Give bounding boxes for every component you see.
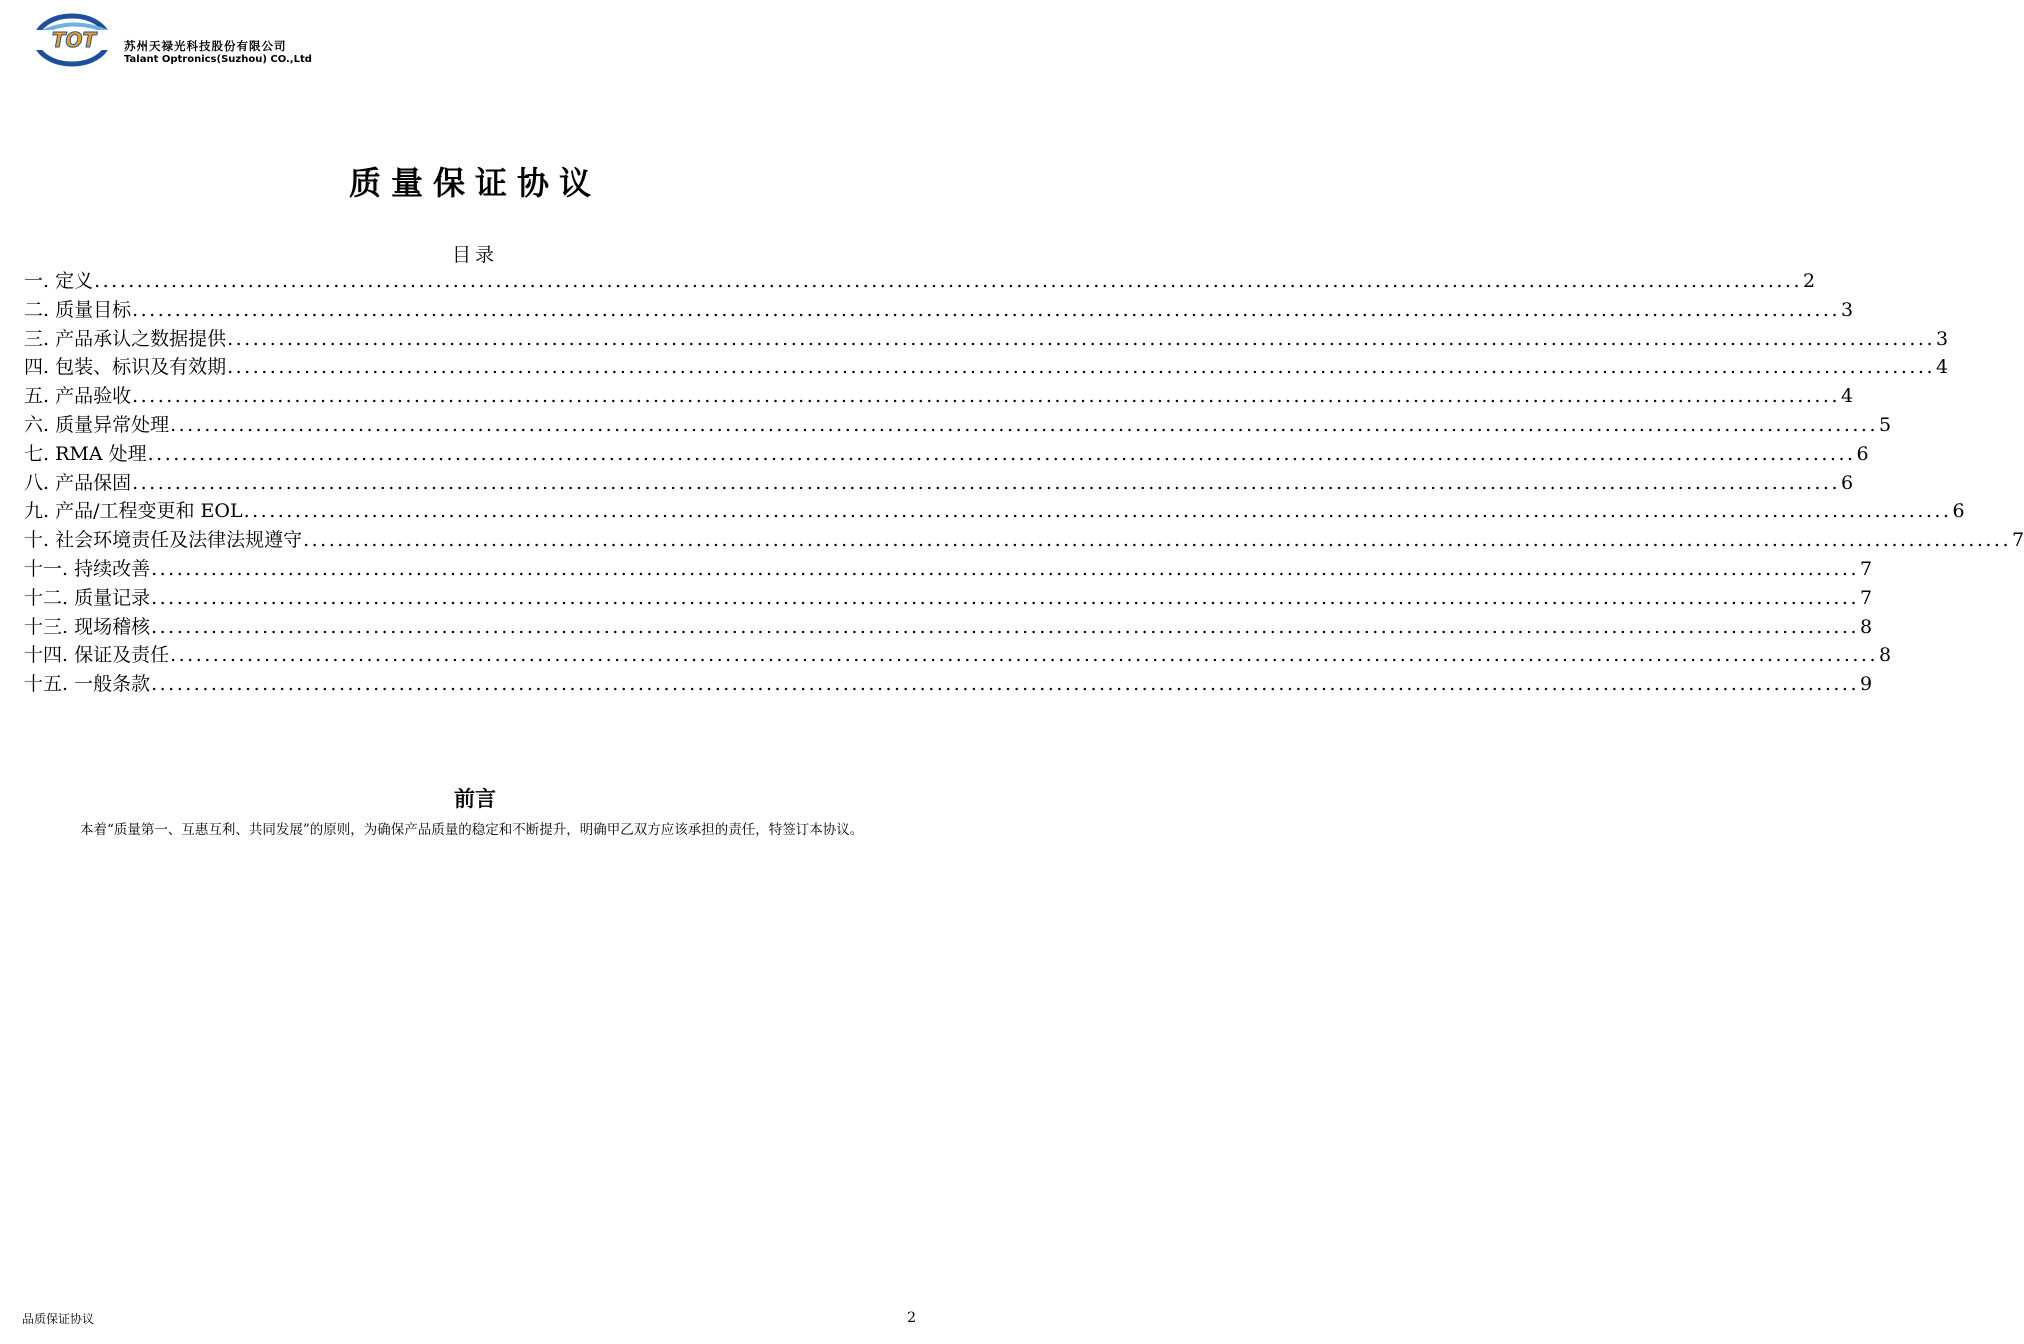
toc-entry-label: 七. RMA 处理 [24,442,147,465]
toc-entry[interactable] [24,325,1949,354]
toc-entry[interactable] [24,641,1892,670]
toc-entry[interactable] [24,497,1965,526]
toc-entry[interactable] [24,411,1892,440]
toc-entry-label: 二. 质量目标 [24,298,132,321]
page-header [32,12,352,72]
toc-heading: 目录 [451,244,498,266]
toc-entry-page: 4 [1841,385,1854,408]
svg-text:TOT: TOT [51,28,97,52]
table-of-contents [24,267,2024,699]
toc-entry-label: 十五. 一般条款 [24,673,151,696]
footer-doc-name: 品质保证协议 [22,1312,95,1326]
footer-page-number: 2 [907,1310,916,1326]
toc-dot-leader: ........................................................................................................................................................................................................ [147,442,1856,465]
toc-entry[interactable] [24,440,1869,469]
toc-dot-leader: ........................................................................................................................................................................................................ [303,529,2012,552]
toc-entry-label: 十四. 保证及责任 [24,644,170,667]
toc-entry-label: 九. 产品/工程变更和 EOL [24,500,243,523]
toc-entry[interactable] [24,296,1854,325]
toc-entry-page: 6 [1856,442,1869,465]
toc-entry-label: 六. 质量异常处理 [24,413,170,436]
toc-entry-label: 八. 产品保固 [24,471,132,494]
toc-entry-page: 6 [1841,471,1854,494]
document-title: 质量保证协议 [348,164,601,202]
toc-entry-label: 四. 包装、标识及有效期 [24,356,227,379]
toc-entry-page: 6 [1952,500,1965,523]
toc-dot-leader: ........................................................................................................................................................................................................ [243,500,1952,523]
toc-entry-page: 9 [1860,673,1873,696]
toc-dot-leader: ........................................................................................................................................................................................................ [170,644,1879,667]
toc-dot-leader: ........................................................................................................................................................................................................ [151,673,1860,696]
toc-entry-label: 十二. 质量记录 [24,586,151,609]
preface-body: 本着“质量第一、互惠互利、共同发展”的原则，为确保产品质量的稳定和不断提升，明确甲乙双方应该承担的责任，特签订本协议。 [80,822,864,838]
toc-dot-leader: ........................................................................................................................................................................................................ [151,586,1860,609]
toc-entry-label: 五. 产品验收 [24,385,132,408]
toc-dot-leader: ........................................................................................................................................................................................................ [132,385,1841,408]
toc-entry[interactable] [24,267,1816,296]
toc-entry[interactable] [24,353,1949,382]
toc-entry[interactable] [24,613,1873,642]
toc-dot-leader: ........................................................................................................................................................................................................ [132,471,1841,494]
toc-entry-page: 2 [1803,270,1816,292]
toc-entry[interactable] [24,469,1854,498]
toc-dot-leader: ........................................................................................................................................................................................................ [151,615,1860,638]
toc-dot-leader: ........................................................................................................................................................................................................ [227,356,1936,379]
toc-entry-page: 7 [1860,557,1873,580]
toc-entry[interactable] [24,382,1854,411]
toc-entry[interactable] [24,555,1873,584]
toc-entry-page: 7 [2012,529,2024,552]
toc-entry-label: 十. 社会环境责任及法律法规遵守 [24,529,303,552]
company-logo [32,12,116,68]
toc-entry-label: 三. 产品承认之数据提供 [24,327,227,350]
toc-dot-leader: ........................................................................................................................................................................................................ [227,327,1936,350]
toc-entry-label: 十三. 现场稽核 [24,615,151,638]
toc-entry-page: 3 [1841,298,1854,321]
toc-entry-page: 3 [1936,327,1949,350]
toc-entry-page: 8 [1879,644,1892,667]
toc-entry[interactable] [24,584,1873,613]
company-name-cn: 苏州天禄光科技股份有限公司 [124,39,287,53]
preface-heading: 前言 [454,787,496,811]
toc-dot-leader: ........................................................................................................................................................................................................ [151,557,1860,580]
toc-entry-page: 8 [1860,615,1873,638]
toc-dot-leader: ........................................................................................................................................................................................................ [170,413,1879,436]
toc-entry[interactable] [24,526,2024,555]
toc-entry[interactable] [24,670,1873,699]
toc-entry-page: 5 [1879,413,1892,436]
toc-entry-page: 4 [1936,356,1949,379]
toc-dot-leader: ........................................................................................................................................................................................................ [94,270,1803,292]
toc-dot-leader: ........................................................................................................................................................................................................ [132,298,1841,321]
toc-entry-page: 7 [1860,586,1873,609]
toc-entry-label: 一. 定义 [24,270,94,292]
company-name-en: Talant Optronics(Suzhou) CO.,Ltd [124,54,312,65]
toc-entry-label: 十一. 持续改善 [24,557,151,580]
